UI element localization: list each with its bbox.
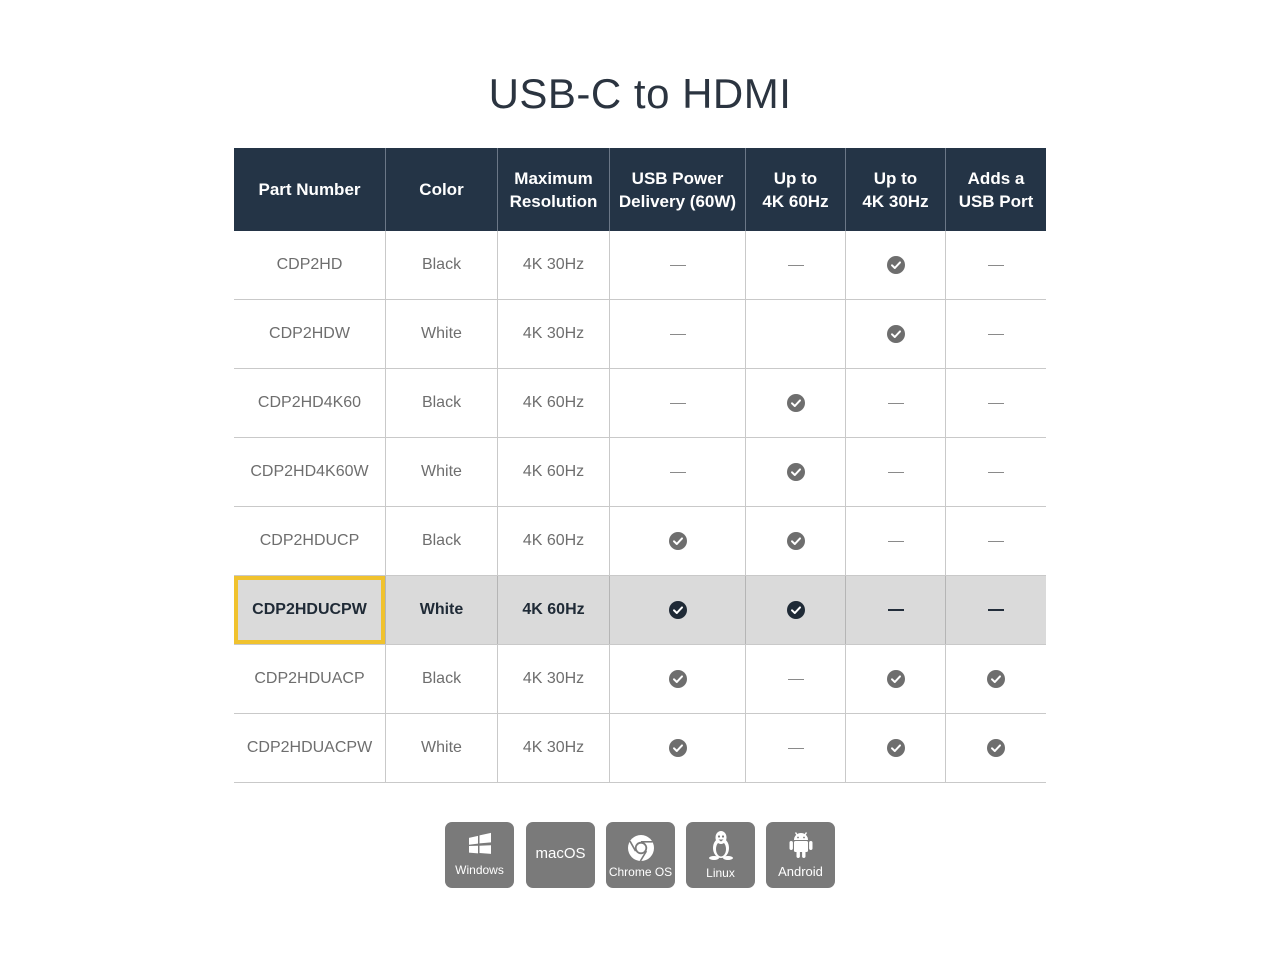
dash-icon bbox=[788, 748, 804, 749]
comparison-table bbox=[234, 148, 1046, 784]
4k-60hz-cell bbox=[745, 438, 845, 506]
header-part-number: Part Number bbox=[258, 180, 361, 199]
4k-60hz-cell bbox=[745, 645, 845, 713]
os-badge-android bbox=[766, 822, 835, 888]
usb-power-delivery-cell bbox=[609, 576, 745, 644]
check-icon bbox=[887, 256, 905, 274]
4k-30hz-cell bbox=[845, 645, 945, 713]
dash-icon bbox=[788, 265, 804, 266]
adds-usb-port-cell bbox=[945, 507, 1046, 575]
4k-60hz-cell bbox=[745, 714, 845, 782]
adds-usb-port-cell bbox=[945, 231, 1046, 299]
table-row bbox=[234, 576, 1046, 645]
usb-power-delivery-cell bbox=[609, 300, 745, 368]
os-badge-label: Linux bbox=[706, 866, 735, 880]
adds-usb-port-cell bbox=[945, 645, 1046, 713]
usb-power-delivery-cell bbox=[609, 507, 745, 575]
usb-power-delivery-cell bbox=[609, 369, 745, 437]
os-badge-macos bbox=[526, 822, 595, 888]
color-cell: Black bbox=[385, 507, 497, 575]
os-badge-label: macOS bbox=[535, 845, 586, 862]
color-cell: White bbox=[385, 438, 497, 506]
color-cell: White bbox=[385, 576, 497, 644]
android-icon bbox=[766, 830, 835, 860]
resolution-cell: 4K 30Hz bbox=[497, 714, 609, 782]
table-header bbox=[234, 148, 1046, 231]
dash-icon bbox=[670, 472, 686, 473]
part-number-cell: CDP2HDUACPW bbox=[246, 739, 373, 756]
color-cell: Black bbox=[385, 369, 497, 437]
check-icon bbox=[787, 532, 805, 550]
dash-icon bbox=[988, 265, 1004, 266]
dash-icon bbox=[888, 472, 904, 473]
table-row bbox=[234, 369, 1046, 438]
dash-icon bbox=[988, 403, 1004, 404]
4k-30hz-cell bbox=[845, 714, 945, 782]
4k-60hz-cell bbox=[745, 507, 845, 575]
dash-icon bbox=[788, 679, 804, 680]
table-row bbox=[234, 645, 1046, 714]
part-number-cell: CDP2HDW bbox=[269, 325, 350, 342]
check-icon bbox=[669, 601, 687, 619]
4k-30hz-cell bbox=[845, 231, 945, 299]
table-row bbox=[234, 507, 1046, 576]
resolution-cell: 4K 30Hz bbox=[497, 300, 609, 368]
usb-power-delivery-cell bbox=[609, 645, 745, 713]
table-row bbox=[234, 300, 1046, 369]
adds-usb-port-cell bbox=[945, 300, 1046, 368]
resolution-cell: 4K 30Hz bbox=[497, 231, 609, 299]
dash-icon bbox=[670, 334, 686, 335]
resolution-cell: 4K 60Hz bbox=[497, 369, 609, 437]
linux-tux-icon bbox=[686, 830, 755, 860]
check-icon bbox=[669, 670, 687, 688]
dash-icon bbox=[670, 403, 686, 404]
check-icon bbox=[787, 394, 805, 412]
usb-power-delivery-cell bbox=[609, 438, 745, 506]
header-4k-60hz: Up to 4K 60Hz bbox=[745, 148, 845, 231]
os-badge-label: Chrome OS bbox=[608, 865, 673, 879]
header-4k-30hz: Up to 4K 30Hz bbox=[845, 148, 945, 231]
4k-30hz-cell bbox=[845, 576, 945, 644]
table-row bbox=[234, 714, 1046, 783]
check-icon bbox=[987, 739, 1005, 757]
os-badge-label: Android bbox=[778, 864, 823, 879]
4k-30hz-cell bbox=[845, 507, 945, 575]
table-row bbox=[234, 438, 1046, 507]
check-icon bbox=[787, 463, 805, 481]
dash-icon bbox=[888, 541, 904, 542]
color-cell: Black bbox=[385, 645, 497, 713]
dash-icon bbox=[988, 541, 1004, 542]
part-number-cell: CDP2HD bbox=[276, 256, 343, 273]
adds-usb-port-cell bbox=[945, 714, 1046, 782]
4k-60hz-cell bbox=[745, 369, 845, 437]
part-number-cell: CDP2HD4K60W bbox=[250, 463, 369, 480]
header-color: Color bbox=[385, 148, 497, 231]
adds-usb-port-cell bbox=[945, 369, 1046, 437]
adds-usb-port-cell bbox=[945, 438, 1046, 506]
page-title: USB-C to HDMI bbox=[488, 70, 792, 117]
part-number-cell: CDP2HD4K60 bbox=[257, 394, 362, 411]
dash-icon bbox=[888, 403, 904, 404]
part-number-cell: CDP2HDUCPW bbox=[252, 601, 367, 618]
check-icon bbox=[669, 739, 687, 757]
dash-icon bbox=[988, 334, 1004, 335]
check-icon bbox=[887, 670, 905, 688]
check-icon bbox=[787, 601, 805, 619]
dash-icon bbox=[988, 609, 1004, 611]
windows-icon bbox=[445, 832, 514, 854]
check-icon bbox=[987, 670, 1005, 688]
4k-60hz-cell bbox=[745, 300, 845, 368]
check-icon bbox=[669, 532, 687, 550]
check-icon bbox=[887, 325, 905, 343]
resolution-cell: 4K 60Hz bbox=[497, 438, 609, 506]
dash-icon bbox=[670, 265, 686, 266]
os-badge-linux bbox=[686, 822, 755, 888]
4k-60hz-cell bbox=[745, 576, 845, 644]
table-row bbox=[234, 231, 1046, 300]
4k-30hz-cell bbox=[845, 438, 945, 506]
color-cell: White bbox=[385, 714, 497, 782]
color-cell: Black bbox=[385, 231, 497, 299]
part-number-cell: CDP2HDUCP bbox=[259, 532, 360, 549]
color-cell: White bbox=[385, 300, 497, 368]
header-usb-power-delivery: USB Power Delivery (60W) bbox=[609, 148, 745, 231]
chrome-icon bbox=[606, 834, 675, 862]
4k-60hz-cell bbox=[745, 231, 845, 299]
4k-30hz-cell bbox=[845, 300, 945, 368]
header-max-resolution: Maximum Resolution bbox=[497, 148, 609, 231]
os-badge-windows bbox=[445, 822, 514, 888]
resolution-cell: 4K 60Hz bbox=[497, 576, 609, 644]
os-compatibility-badges bbox=[445, 822, 835, 888]
os-badge-label: Windows bbox=[455, 863, 504, 877]
4k-30hz-cell bbox=[845, 369, 945, 437]
os-badge-chrome-os bbox=[606, 822, 675, 888]
resolution-cell: 4K 60Hz bbox=[497, 507, 609, 575]
header-adds-usb-port: Adds a USB Port bbox=[945, 148, 1046, 231]
adds-usb-port-cell bbox=[945, 576, 1046, 644]
check-icon bbox=[887, 739, 905, 757]
dash-icon bbox=[888, 609, 904, 611]
dash-icon bbox=[988, 472, 1004, 473]
usb-power-delivery-cell bbox=[609, 714, 745, 782]
resolution-cell: 4K 30Hz bbox=[497, 645, 609, 713]
usb-power-delivery-cell bbox=[609, 231, 745, 299]
part-number-cell: CDP2HDUACP bbox=[254, 670, 365, 687]
